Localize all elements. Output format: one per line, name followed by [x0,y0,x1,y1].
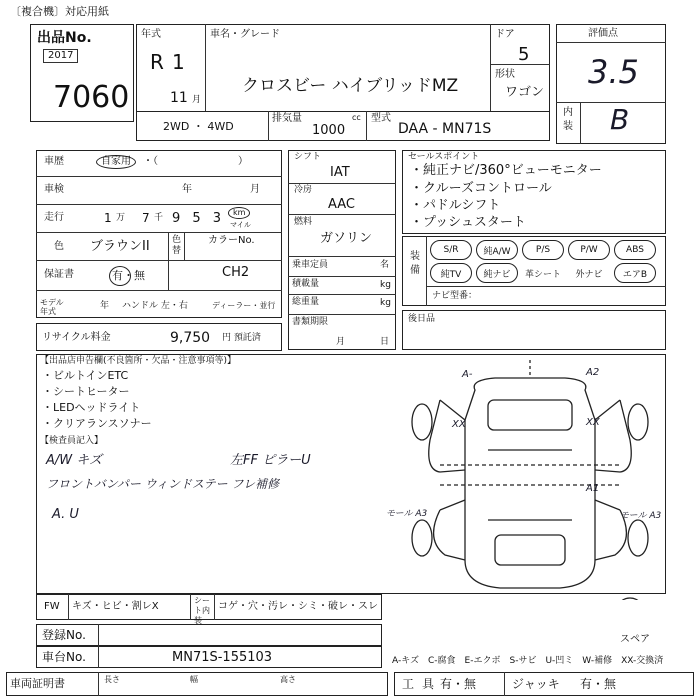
diagram-mark-3: XX [452,419,466,430]
displacement-value: 1000 [312,123,346,138]
mileage-man: 1 [104,211,112,225]
diagram-mark-1: A- [462,369,473,380]
warranty-circle [109,266,131,286]
fw-label: FW [44,601,60,612]
warranty-value: 有・無 [112,269,145,282]
exhibitor-note-4: ・クリアランスソナー [42,417,152,430]
inspection-month: 月 [250,184,260,195]
doc-deadline-month: 月 [336,337,346,347]
model-year-year: 年 [100,301,110,311]
inspector-line-3: フロントバンパー ウィンドステー フレ補修 [46,477,279,491]
model-label: 型式 [371,113,391,124]
year-label: 年式 [141,29,161,40]
damage-legend: A-キズ C-腐食 E-エクボ S-サビ U-凹ミ W-補修 XX-交換済 [392,656,664,666]
selling-point-1: ・純正ナビ/360°ビューモニター [410,163,602,178]
model-year-dealer: ディーラー・並行 [212,301,276,310]
year-era: R [150,50,164,74]
fuel-value: ガソリン [320,231,373,246]
inspector-label: 【検査員記入】 [40,436,104,446]
fuel-label: 燃料 [294,217,313,227]
tools-label: 工具 [402,677,443,691]
weight-unit: kg [380,298,391,308]
equip-ext-navi: 外ナビ [575,269,603,280]
drive-value: 2WD ・ 4WD [163,120,234,133]
warranty-label: 保証書 [44,269,74,280]
doc-deadline-label: 書類期限 [292,317,329,327]
car-damage-diagram [400,360,666,600]
exhibitor-note-1: ・ビルトインETC [42,369,129,382]
equip-navi: 純ナビ [476,263,518,283]
capacity-label: 乗車定員 [292,260,329,270]
recycle-unit: 円 預託済 [222,333,261,343]
load-unit: kg [380,280,391,290]
shift-value: IAT [330,165,350,180]
equip-leather: 革シート [524,269,561,280]
fw-value: キズ・ヒビ・割レX [72,601,159,612]
equip-abs: ABS [614,240,656,260]
year-month-unit: 月 [192,95,202,105]
mileage-unit-km: km [228,207,250,219]
shift-label: シフト [294,152,322,162]
diagram-mark-4: XX [586,417,600,428]
inspector-line-2: 左FF ピラーU [230,453,311,468]
mileage-label: 走行 [44,212,64,223]
color-no-label: カラーNo. [208,235,255,246]
registration-row [36,624,382,646]
interior-label: 内装 [563,107,573,132]
ac-value: AAC [328,197,355,212]
mileage-sen-unit: 千 [154,213,164,223]
car-name: クロスビー ハイブリッドMZ [242,76,459,96]
diagram-mark-5: A1 [586,483,600,494]
jack-label: ジャッキ [512,677,560,691]
displacement-label: 排気量 [272,113,302,124]
shape-value: ワゴン [505,85,545,100]
color-no-value: CH2 [222,265,250,280]
equip-alloy-wheel: 純A/W [476,240,518,260]
certificate-long: 長さ [104,675,120,684]
history-label: 車歴 [44,156,64,167]
spare-label: スペア [620,634,650,645]
post-attach-box [402,310,666,350]
lot-number: 7060 [53,80,130,115]
displacement-unit: cc [352,113,361,122]
certificate-width: 幅 [190,675,198,684]
selling-point-3: ・パドルシフト [410,198,501,213]
equip-tv: 純TV [430,263,472,283]
inspection-year: 年 [182,184,192,195]
ac-label: 冷房 [294,185,313,195]
score-value: 3.5 [588,53,639,91]
diagram-mark-6: モール A3 [386,509,428,519]
interior-value: B [610,103,630,136]
chassis-value: MN71S-155103 [172,650,273,665]
mileage-sen: 7 [142,211,150,225]
year-month: 11 [170,90,188,106]
exhibitor-notes-label: 【出品店申告欄(不良箇所・欠品・注意事項等)】 [40,356,237,366]
mileage-unit-mile: マイル [230,221,251,229]
lot-year-tag: 2017 [43,49,78,63]
selling-point-2: ・クルーズコントロール [410,181,552,196]
equipment-label: 装備 [410,251,420,276]
navi-model-label: ナビ型番： [432,291,478,301]
seat-value: コゲ・穴・汚レ・シミ・破レ・スレ [218,601,378,612]
inspection-label: 車検 [44,184,64,195]
post-attach-label: 後日品 [408,314,436,324]
car-label: 車名・グレード [210,29,280,40]
shape-label: 形状 [495,69,515,80]
certificate-label: 車両証明書 [10,677,65,690]
tools-value: 有・無 [440,677,477,691]
color-change-label: 色替 [172,235,182,256]
selling-points-label: セールスポイント [408,152,480,162]
history-rest: ・（ ） [143,156,248,167]
lot-label: 出品No. [37,30,92,46]
model-value: DAA - MN71S [398,121,492,137]
recycle-label: リサイクル料金 [42,332,111,343]
header-title: 〔複合機〕対応用紙 [10,5,109,18]
history-value: 自家用 [96,155,136,169]
year-value: 1 [172,50,185,74]
certificate-height: 高さ [280,675,296,684]
equip-pw: P/W [568,240,610,260]
doc-deadline-day: 日 [380,337,390,347]
equip-ps: P/S [522,240,564,260]
weight-label: 総重量 [292,297,320,307]
door-label: ドア [495,29,515,40]
diagram-mark-7: モール A3 [620,511,662,521]
exhibitor-note-3: ・LEDヘッドライト [42,401,141,414]
selling-point-4: ・プッシュスタート [410,215,526,230]
model-year-label: モデル年式 [40,298,64,316]
score-label: 評価点 [588,28,618,39]
color-label: 色 [54,241,64,252]
mileage-rest: 9 5 3 [172,211,226,226]
exhibitor-note-2: ・シートヒーター [42,385,130,398]
mileage-man-unit: 万 [116,213,126,223]
door-value: 5 [518,44,530,65]
seat-label: シート内装 [194,596,210,625]
equip-airbag: エアB [614,263,656,283]
color-value: ブラウンII [90,239,150,254]
recycle-value: 9,750 [170,330,211,346]
inspector-line-1: A/W キズ [46,453,102,468]
capacity-unit: 名 [380,260,390,270]
lot-box [30,24,134,122]
equip-sr: S/R [430,240,472,260]
diagram-mark-2: A2 [586,367,600,378]
load-label: 積載量 [292,279,320,289]
chassis-label: 車台No. [42,650,86,664]
model-year-handle: ハンドル 左・右 [122,301,188,311]
jack-value: 有・無 [580,677,617,691]
registration-label: 登録No. [42,628,86,642]
inspector-line-4: A. U [52,507,79,522]
